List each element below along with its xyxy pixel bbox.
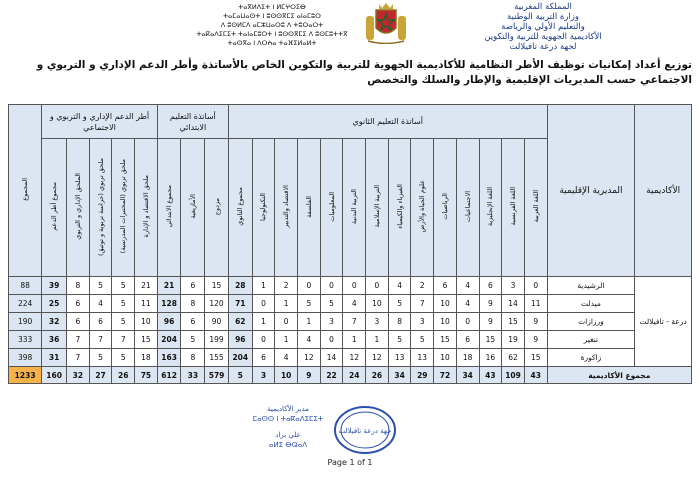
signature-title: مدير الأكاديمية: [267, 405, 309, 413]
value-cell: 5: [112, 277, 135, 295]
arabic-line: الأكاديمية الجهوية للتربية والتكوين: [484, 32, 602, 42]
header-secondary-subject: [320, 139, 343, 277]
value-cell: 7: [343, 313, 366, 331]
arabic-line: والتعليم الأولي والرياضة: [501, 22, 585, 32]
header-primary-subject-label: مجموع الابتدائي: [165, 185, 174, 228]
subtotal-cell: 62: [228, 313, 252, 331]
academy-cell: درعة - تافيلالت: [635, 277, 692, 367]
subtotal-cell: 31: [42, 349, 67, 367]
total-cell: 34: [388, 367, 411, 384]
row-total-cell: 190: [9, 313, 42, 331]
header-group-secondary: أساتذة التعليم الثانوي: [228, 105, 547, 139]
value-cell: 1: [252, 313, 275, 331]
value-cell: 0: [252, 295, 275, 313]
total-cell: 22: [320, 367, 343, 384]
total-cell: 34: [456, 367, 479, 384]
header-secondary-subject-label: التكنولوجيا: [259, 192, 268, 221]
header-academy: الأكاديمية: [635, 105, 692, 277]
letterhead: [0, 0, 700, 58]
value-cell: 4: [343, 295, 366, 313]
header-secondary-subject: [388, 139, 411, 277]
value-cell: 199: [205, 331, 229, 349]
arabic-line: وزارة التربية الوطنية: [506, 12, 580, 22]
value-cell: 5: [388, 295, 411, 313]
total-cell: 27: [89, 367, 112, 384]
header-total-label: المجموع: [21, 178, 30, 201]
row-total-cell: 224: [9, 295, 42, 313]
value-cell: 4: [298, 331, 321, 349]
value-cell: 1: [275, 295, 298, 313]
value-cell: 12: [366, 349, 389, 367]
total-cell: 33: [181, 367, 205, 384]
directorate-cell: تنغير: [547, 331, 635, 349]
signature-name: علي براد: [275, 431, 301, 439]
value-cell: 9: [524, 331, 547, 349]
value-cell: 5: [298, 295, 321, 313]
header-primary-subject-label: مزدوج: [212, 197, 221, 216]
header-primary-subject: [205, 139, 229, 277]
arabic-line: لجهة درعة تافيلالت: [509, 42, 577, 52]
value-cell: 14: [320, 349, 343, 367]
tifinagh-line: ⵜⴰⵙⴳⴰ ⵏ ⴷⵔⵄⴰ ⵜⴰⴼⵉⵍⴰⵍⵜ: [227, 39, 317, 47]
value-cell: 6: [479, 277, 502, 295]
value-cell: 7: [89, 331, 112, 349]
value-cell: 0: [252, 331, 275, 349]
value-cell: 18: [456, 349, 479, 367]
row-total-cell: 88: [9, 277, 42, 295]
header-secondary-subject-label: المعلوميات: [327, 191, 336, 222]
table-row: [9, 331, 692, 349]
value-cell: 90: [205, 313, 229, 331]
value-cell: 5: [320, 295, 343, 313]
letterhead-tifinagh: [182, 3, 362, 48]
value-cell: 10: [366, 295, 389, 313]
header-secondary-subject: [252, 139, 275, 277]
header-support-subject-label: ملحق تربوي (المختبرات المدرسية): [119, 159, 128, 254]
grand-total-cell: 1233: [9, 367, 42, 384]
header-secondary-subject-label: التربية البدنية: [350, 188, 359, 225]
subtotal-cell: 204: [157, 331, 181, 349]
total-cell: 26: [366, 367, 389, 384]
value-cell: 0: [343, 277, 366, 295]
value-cell: 15: [479, 331, 502, 349]
arabic-line: المملكة المغربية: [514, 2, 572, 12]
header-secondary-subject-label: الرياضيات: [440, 193, 449, 220]
row-total-cell: 398: [9, 349, 42, 367]
value-cell: 5: [411, 331, 434, 349]
value-cell: 9: [479, 313, 502, 331]
header-support-subject: [67, 139, 90, 277]
value-cell: 10: [135, 313, 158, 331]
header-directorate: المديرية الإقليمية: [547, 105, 635, 277]
value-cell: 155: [205, 349, 229, 367]
subtotal-cell: 71: [228, 295, 252, 313]
value-cell: 10: [434, 313, 457, 331]
header-group-support: أطر الدعم الإداري و التربوي و الاجتماعي: [42, 105, 158, 139]
signature-title-tifinagh: ⵎⴰⵙⵙ ⵏ ⵜⴰⴽⴰⴷⵉⵎⵉⵜ: [252, 415, 324, 423]
directorate-cell: ميدلت: [547, 295, 635, 313]
page-footer: Page 1 of 1: [327, 458, 373, 467]
value-cell: 3: [502, 277, 525, 295]
subtotal-cell: 36: [42, 331, 67, 349]
value-cell: 5: [89, 349, 112, 367]
value-cell: 11: [524, 295, 547, 313]
tifinagh-line: ⵜⴰⴽⴰⴷⵉⵎⵉⵜ ⵜⴰⵏⴰⵎⵓⵔⵜ ⵏ ⵓⵙⵙⴳⵎⵉ ⴷ ⵓⵙⵎⵓⵜⵜⴳ: [196, 30, 348, 38]
value-cell: 0: [320, 331, 343, 349]
header-secondary-subject: [434, 139, 457, 277]
subtotal-cell: 39: [42, 277, 67, 295]
value-cell: 1: [343, 331, 366, 349]
total-cell: 29: [411, 367, 434, 384]
value-cell: 6: [67, 313, 90, 331]
header-primary-subject: [157, 139, 181, 277]
value-cell: 5: [112, 349, 135, 367]
value-cell: 7: [411, 295, 434, 313]
subtotal-cell: 96: [157, 313, 181, 331]
value-cell: 21: [135, 277, 158, 295]
value-cell: 3: [320, 313, 343, 331]
value-cell: 4: [388, 277, 411, 295]
value-cell: 7: [67, 331, 90, 349]
value-cell: 8: [181, 349, 205, 367]
stamp-text: جهة درعة تافيلالت: [338, 427, 392, 435]
value-cell: 0: [456, 313, 479, 331]
subtotal-cell: 163: [157, 349, 181, 367]
header-secondary-subject: [275, 139, 298, 277]
value-cell: 1: [275, 331, 298, 349]
value-cell: 4: [456, 295, 479, 313]
subtotal-cell: 128: [157, 295, 181, 313]
recruitment-table: [8, 104, 692, 384]
value-cell: 6: [252, 349, 275, 367]
value-cell: 5: [89, 277, 112, 295]
total-cell: 75: [135, 367, 158, 384]
value-cell: 120: [205, 295, 229, 313]
total-cell: 5: [228, 367, 252, 384]
value-cell: 6: [89, 313, 112, 331]
header-primary-subject: [181, 139, 205, 277]
header-secondary-subject: [228, 139, 252, 277]
total-cell: 579: [205, 367, 229, 384]
value-cell: 6: [181, 313, 205, 331]
value-cell: 10: [434, 295, 457, 313]
header-secondary-subject: [298, 139, 321, 277]
header-secondary-subject: [343, 139, 366, 277]
directorate-cell: ورزازات: [547, 313, 635, 331]
header-secondary-subject-label: الاقتصاد والتدبير: [282, 185, 291, 228]
value-cell: 9: [524, 313, 547, 331]
signature-block: [238, 404, 338, 450]
table-total-row: [9, 367, 692, 384]
header-secondary-subject: [411, 139, 434, 277]
header-group-primary: أساتذة التعليم الابتدائي: [157, 105, 228, 139]
value-cell: 6: [456, 331, 479, 349]
value-cell: 2: [411, 277, 434, 295]
value-cell: 15: [524, 349, 547, 367]
directorate-cell: زاكورة: [547, 349, 635, 367]
value-cell: 18: [135, 349, 158, 367]
value-cell: 8: [181, 295, 205, 313]
total-cell: 43: [524, 367, 547, 384]
value-cell: 7: [67, 349, 90, 367]
total-cell: 3: [252, 367, 275, 384]
value-cell: 5: [181, 331, 205, 349]
subtotal-cell: 32: [42, 313, 67, 331]
total-cell: 9: [298, 367, 321, 384]
value-cell: 15: [502, 313, 525, 331]
value-cell: 19: [502, 331, 525, 349]
header-secondary-subject: [502, 139, 525, 277]
value-cell: 7: [112, 331, 135, 349]
value-cell: 8: [388, 313, 411, 331]
value-cell: 14: [502, 295, 525, 313]
value-cell: 8: [67, 277, 90, 295]
value-cell: 0: [366, 277, 389, 295]
table-row: [9, 277, 692, 295]
total-cell: 109: [502, 367, 525, 384]
value-cell: 0: [320, 277, 343, 295]
tifinagh-line: ⴷ ⵓⵙⵍⵎⴷ ⴰⵎⵣⵡⴰⵔⵓ ⴷ ⵜⵓⵔⴰⵔⵜ: [220, 21, 324, 29]
header-secondary-subject: [479, 139, 502, 277]
total-cell: 612: [157, 367, 181, 384]
value-cell: 3: [366, 313, 389, 331]
subtotal-cell: 204: [228, 349, 252, 367]
header-support-subject: [89, 139, 112, 277]
value-cell: 9: [479, 295, 502, 313]
header-secondary-subject-label: التربية الإسلامية: [372, 185, 381, 228]
value-cell: 15: [205, 277, 229, 295]
header-secondary-subject: [456, 139, 479, 277]
subtotal-cell: 28: [228, 277, 252, 295]
value-cell: 15: [434, 331, 457, 349]
value-cell: 4: [89, 295, 112, 313]
total-cell: 26: [112, 367, 135, 384]
coat-of-arms-icon: [362, 2, 410, 44]
header-support-subject-label: مجموع أطر الدعم: [50, 182, 59, 231]
total-label-cell: مجموع الأكاديمية: [547, 367, 691, 384]
value-cell: 5: [388, 331, 411, 349]
value-cell: 1: [298, 313, 321, 331]
total-cell: 24: [343, 367, 366, 384]
header-primary-subject-label: الأمازيغية: [188, 194, 197, 219]
value-cell: 3: [411, 313, 434, 331]
header-secondary-subject: [366, 139, 389, 277]
letterhead-arabic: [418, 2, 668, 52]
header-support-subject-label: الملحق الإداري و التربوي: [73, 173, 82, 240]
value-cell: 10: [434, 349, 457, 367]
header-secondary-subject-label: الفلسفة: [304, 195, 313, 218]
row-total-cell: 333: [9, 331, 42, 349]
header-secondary-subject-label: علوم الحياة والأرض: [418, 180, 427, 233]
total-cell: 10: [275, 367, 298, 384]
value-cell: 62: [502, 349, 525, 367]
value-cell: 5: [112, 313, 135, 331]
table-row: [9, 295, 692, 313]
value-cell: 0: [275, 313, 298, 331]
value-cell: 12: [343, 349, 366, 367]
table-row: [9, 313, 692, 331]
value-cell: 6: [434, 277, 457, 295]
value-cell: 1: [252, 277, 275, 295]
subtotal-cell: 21: [157, 277, 181, 295]
value-cell: 5: [112, 295, 135, 313]
value-cell: 13: [411, 349, 434, 367]
value-cell: 4: [456, 277, 479, 295]
value-cell: 6: [67, 295, 90, 313]
header-support-subject-label: ملحق الاقتصاد و الإدارة: [141, 175, 150, 238]
header-support-subject: [112, 139, 135, 277]
value-cell: 13: [388, 349, 411, 367]
total-cell: 72: [434, 367, 457, 384]
header-secondary-subject-label: الاجتماعيات: [463, 190, 472, 223]
subtotal-cell: 25: [42, 295, 67, 313]
value-cell: 6: [181, 277, 205, 295]
table-row: [9, 349, 692, 367]
total-cell: 43: [479, 367, 502, 384]
signature-name-tifinagh: ⴰⵍⵉ ⴱⵕⴰⴷ: [268, 441, 308, 449]
value-cell: 12: [298, 349, 321, 367]
tifinagh-line: ⵜⴰⵎⴰⵡⴰⵙⵜ ⵏ ⵓⵙⵙⴳⵎⵉ ⴰⵏⴰⵎⵓⵔ: [223, 12, 321, 20]
value-cell: 4: [275, 349, 298, 367]
subtotal-cell: 96: [228, 331, 252, 349]
header-support-subject: [135, 139, 158, 277]
value-cell: 16: [479, 349, 502, 367]
document-title: توزيع أعداد إمكانيات توظيف الأطر النظامية للأكاديمية الجهوية للتربية والتكوين الخاص بالأساتذة وأطر الدعم الإداري و التربوي و الاجتماعي حسب المديريات الإقليمية والإطار والسلك والتخصص: [36, 59, 692, 86]
official-stamp-icon: [332, 404, 398, 456]
value-cell: 15: [135, 331, 158, 349]
header-secondary-subject: [524, 139, 547, 277]
header-secondary-subject-label: اللغة الإنجليزية: [486, 186, 495, 227]
value-cell: 1: [366, 331, 389, 349]
header-secondary-subject-label: مجموع الثانوي: [236, 187, 245, 226]
value-cell: 0: [524, 277, 547, 295]
header-total: [9, 105, 42, 277]
total-cell: 160: [42, 367, 67, 384]
header-secondary-subject-label: اللغة الفرنسية: [509, 187, 518, 226]
header-secondary-subject-label: الفيزياء والكيمياء: [395, 184, 404, 229]
tifinagh-line: ⵜⴰⴳⵍⴷⵉⵜ ⵏ ⵍⵎⵖⵔⵉⴱ: [238, 3, 306, 11]
directorate-cell: الرشيدية: [547, 277, 635, 295]
header-support-subject: [42, 139, 67, 277]
total-cell: 32: [67, 367, 90, 384]
value-cell: 2: [275, 277, 298, 295]
value-cell: 0: [298, 277, 321, 295]
header-secondary-subject-label: اللغة العربية: [531, 190, 540, 223]
value-cell: 11: [135, 295, 158, 313]
header-support-subject-label: ملحق تربوي (حراسة تربوية و توثيق): [96, 157, 105, 256]
